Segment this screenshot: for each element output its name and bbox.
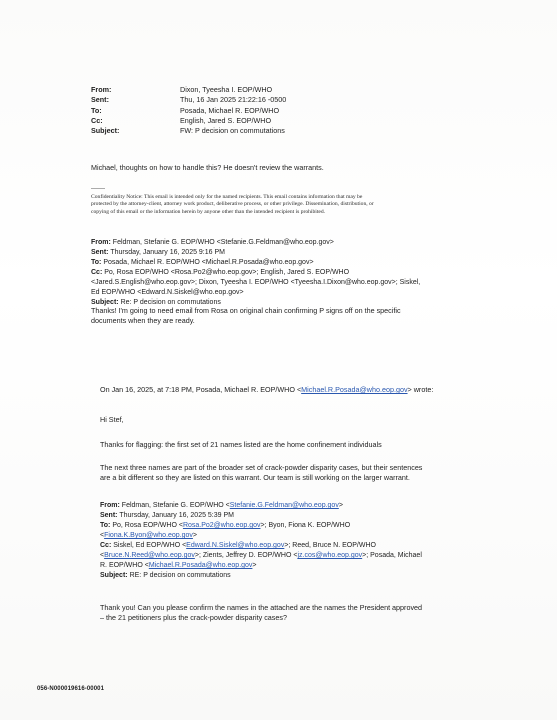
message-2 <box>91 306 401 327</box>
fwd1-cc-row <box>91 268 420 278</box>
forwarded-header-2 <box>100 501 422 581</box>
message-3-para-1: Thanks for flagging: the first set of 21 names listed are the home confinement individuals <box>100 440 382 449</box>
message-4-line: Thank you! Can you please confirm the names in the attached are the names the President approved <box>100 603 423 612</box>
fwd2-subject-label: Subject: <box>100 572 128 579</box>
fwd1-from-label: From: <box>91 239 111 246</box>
message-4-line: – the 21 petitioners plus the crack-powder disparity cases? <box>100 613 287 623</box>
message-3-line: are a bit different so they are listed on this warrant. Our team is still working on the larger warrant. <box>100 473 410 483</box>
header-cc-row <box>91 116 286 126</box>
header-subject-row <box>91 126 286 136</box>
message-3-line: The next three names are part of the broader set of crack-powder disparity cases, but their sentences <box>100 463 423 472</box>
fwd1-cc-line-3: Ed EOP/WHO <Edward.N.Siskel@who.eop.gov> <box>91 289 244 296</box>
fwd2-to-text: > <box>192 532 198 539</box>
fwd2-sent-row <box>100 511 422 521</box>
fwd1-from-value: Feldman, Stefanie G. EOP/WHO <Stefanie.G.Feldman@who.eop.gov> <box>112 239 334 246</box>
fwd2-from-label: From: <box>100 502 120 509</box>
fwd1-subject-value: Re: P decision on commutations <box>120 299 221 306</box>
fwd2-to-text: >; Byon, Fiona K. EOP/WHO <box>260 522 351 529</box>
message-2-line: Thanks! I'm going to need email from Rosa on original chain confirming P signs off on the specific <box>91 306 401 315</box>
header-from-row <box>91 85 286 95</box>
from-value: Dixon, Tyeesha I. EOP/WHO <box>180 85 273 94</box>
greeting: Hi Stef, <box>100 415 124 424</box>
email-link[interactable]: Michael.R.Posada@who.eop.gov <box>148 562 253 569</box>
confidentiality-line: Confidentiality Notice: This email is intended only for the named recipients. This email contains information that may be <box>91 194 363 200</box>
header-to-row <box>91 106 286 116</box>
fwd2-cc-text: >; Reed, Bruce N. EOP/WHO <box>284 542 376 549</box>
fwd2-from-text: Feldman, Stefanie G. EOP/WHO < <box>121 502 230 509</box>
divider: ------- <box>91 186 105 192</box>
confidentiality-line: protected by the attorney-client, attorney work product, deliberative process, or other privilege. Dissemination, distribution, or <box>91 201 374 208</box>
subject-value: FW: P decision on commutations <box>180 126 285 136</box>
fwd2-to-text: < <box>100 532 105 539</box>
quote-intro-prefix: On Jan 16, 2025, at 7:18 PM, Posada, Michael R. EOP/WHO < <box>100 385 302 394</box>
fwd2-cc-text: R. EOP/WHO < <box>100 562 149 569</box>
email-link[interactable]: jz.cos@who.eop.gov <box>297 552 363 559</box>
forwarded-header-1 <box>91 238 420 308</box>
email-link[interactable]: Fiona.K.Byon@who.eop.gov <box>104 532 193 539</box>
fwd2-to-line-2 <box>100 531 422 541</box>
message-1: Michael, thoughts on how to handle this? He doesn't review the warrants. <box>91 163 324 172</box>
document-id-footer: 056-N000019616-00001 <box>37 686 105 692</box>
email-link[interactable]: Edward.N.Siskel@who.eop.gov <box>186 542 285 549</box>
sent-label: Sent: <box>91 95 109 105</box>
email-link[interactable]: Rosa.Po2@who.eop.gov <box>182 522 261 529</box>
fwd1-to-value: Posada, Michael R. EOP/WHO <Michael.R.Posada@who.eop.gov> <box>103 259 314 266</box>
fwd1-subject-label: Subject: <box>91 299 119 306</box>
from-label: From: <box>91 85 112 94</box>
fwd2-to-label: To: <box>100 522 111 529</box>
fwd1-from-row <box>91 238 420 248</box>
fwd2-subject-value: RE: P decision on commutations <box>129 572 231 579</box>
fwd1-sent-value: Thursday, January 16, 2025 9:16 PM <box>110 249 225 256</box>
to-value: Posada, Michael R. EOP/WHO <box>180 105 280 115</box>
sent-value: Thu, 16 Jan 2025 21:22:16 -0500 <box>180 95 287 105</box>
fwd1-to-row <box>91 258 420 268</box>
fwd1-sent-row <box>91 248 420 258</box>
cc-label: Cc: <box>91 115 103 125</box>
cc-value: English, Jared S. EOP/WHO <box>180 115 272 125</box>
fwd2-cc-row <box>100 541 422 551</box>
fwd1-to-label: To: <box>91 259 102 266</box>
fwd2-sent-value: Thursday, January 16, 2025 5:39 PM <box>119 512 234 519</box>
fwd2-from-row <box>100 501 422 511</box>
subject-label: Subject: <box>91 126 120 136</box>
fwd1-cc-line-2: <Jared.S.English@who.eop.gov>; Dixon, Tyeesha I. EOP/WHO <Tyeesha.I.Dixon@who.eop.gov>; Siskel, <box>91 279 421 286</box>
fwd2-cc-line-3 <box>100 561 422 571</box>
fwd2-cc-text: > <box>252 562 257 569</box>
email-header <box>91 85 286 136</box>
fwd2-cc-label: Cc: <box>100 542 112 549</box>
fwd1-cc-value: Po, Rosa EOP/WHO <Rosa.Po2@who.eop.gov>; English, Jared S. EOP/WHO <box>104 269 350 276</box>
fwd2-cc-line-2 <box>100 551 422 561</box>
fwd1-sent-label: Sent: <box>91 249 109 256</box>
quote-intro <box>100 385 433 395</box>
confidentiality-notice <box>91 194 491 216</box>
fwd2-sent-label: Sent: <box>100 512 118 519</box>
fwd2-to-row <box>100 521 422 531</box>
confidentiality-line: copying of this email or the information herein by anyone other than the intended recipient is prohibited. <box>91 208 326 215</box>
message-2-line: documents when they are ready. <box>91 316 195 326</box>
email-link[interactable]: Michael.R.Posada@who.eop.gov <box>301 385 408 394</box>
fwd2-cc-text: Siskel, Ed EOP/WHO < <box>113 542 187 549</box>
to-label: To: <box>91 105 102 115</box>
email-link[interactable]: Bruce.N.Reed@who.eop.gov <box>104 552 195 559</box>
email-link[interactable]: Stefanie.G.Feldman@who.eop.gov <box>229 502 339 509</box>
message-4 <box>100 603 422 624</box>
fwd2-cc-text: >; Posada, Michael <box>362 552 422 559</box>
quote-intro-suffix: > wrote: <box>407 385 434 394</box>
message-3-para-2 <box>100 463 422 484</box>
header-sent-row <box>91 95 286 105</box>
fwd2-from-text: > <box>338 502 343 509</box>
fwd2-cc-text: >; Zients, Jeffrey D. EOP/WHO < <box>194 552 298 559</box>
fwd2-subject-row <box>100 571 422 581</box>
fwd2-to-text: Po, Rosa EOP/WHO < <box>112 522 183 529</box>
fwd2-cc-text: < <box>100 552 105 559</box>
fwd1-cc-label: Cc: <box>91 269 103 276</box>
